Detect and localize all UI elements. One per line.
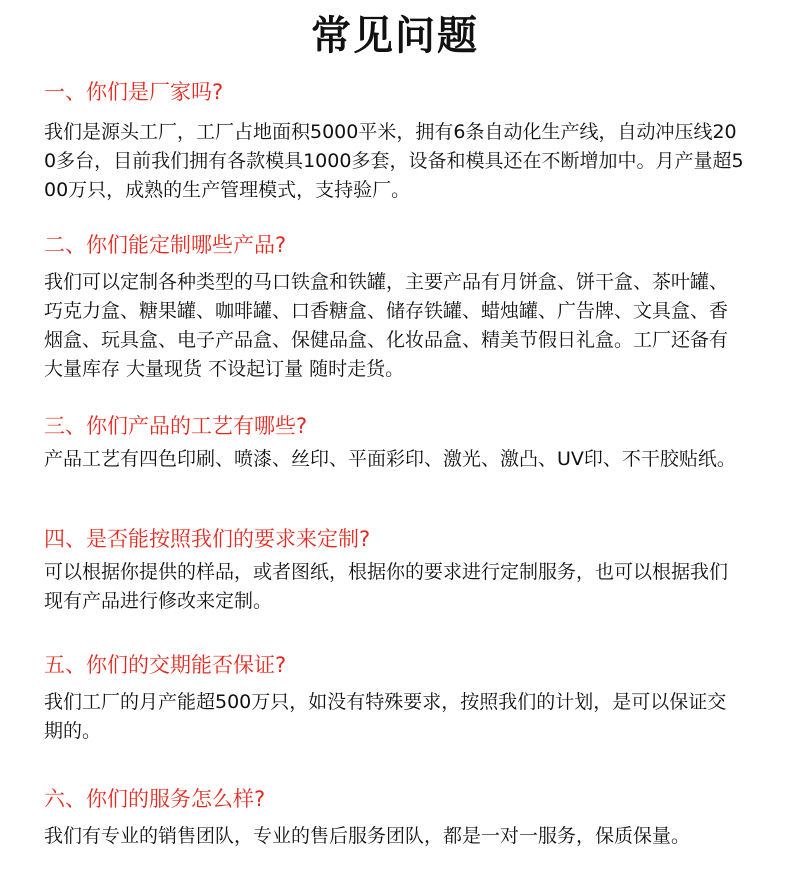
faq-answer-5: 我们工厂的月产能超500万只，如没有特殊要求，按照我们的计划，是可以保证交期的。 xyxy=(44,691,727,742)
page-title: 常见问题 xyxy=(311,13,479,59)
faq-answer-4: 可以根据你提供的样品，或者图纸，根据你的要求进行定制服务，也可以根据我们现有产品进行修改来定制。 xyxy=(44,561,729,612)
faq-answer-1: 我们是源头工厂，工厂占地面积5000平米，拥有6条自动化生产线，自动冲压线200多台，目前我们拥有各款模具1000多套，设备和模具还在不断增加中。月产量超500万只，成熟的生产管理模式，支持验厂。 xyxy=(44,121,744,201)
faq-question-1: 一、你们是厂家吗? xyxy=(44,80,224,104)
faq-question-5: 五、你们的交期能否保证? xyxy=(44,653,287,677)
faq-question-2: 二、你们能定制哪些产品? xyxy=(44,233,287,257)
faq-answer-6: 我们有专业的销售团队，专业的售后服务团队，都是一对一服务，保质保量。 xyxy=(44,825,691,847)
faq-question-3: 三、你们产品的工艺有哪些? xyxy=(44,414,308,438)
faq-answer-3: 产品工艺有四色印刷、喷漆、丝印、平面彩印、激光、激凸、UV印、不干胶贴纸。 xyxy=(44,448,736,470)
faq-question-4: 四、是否能按照我们的要求来定制? xyxy=(44,527,371,551)
faq-question-6: 六、你们的服务怎么样? xyxy=(44,787,266,811)
faq-answer-2: 我们可以定制各种类型的马口铁盒和铁罐，主要产品有月饼盒、饼干盒、茶叶罐、巧克力盒、糖果罐、咖啡罐、口香糖盒、储存铁罐、蜡烛罐、广告牌、文具盒、香烟盒、玩具盒、电子产品盒、保健品盒、化妆品盒、精美节假日礼盒。工厂还备有大量库存 大量现货 不设起订量 随时走货。 xyxy=(44,271,729,380)
